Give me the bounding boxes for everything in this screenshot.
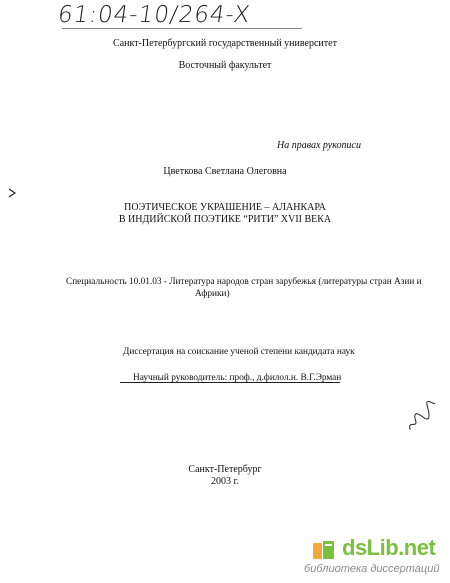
faculty-name: Восточный факультет [178, 60, 272, 71]
supervisor-line: Научный руководитель: проф., д.филол.н. В.Г.Эрман [133, 373, 342, 383]
dslib-logo-icon [312, 539, 336, 561]
handwritten-archive-number: 61:04-10/264-X [56, 2, 253, 28]
dissertation-title-line-2: В ИНДИЙСКОЙ ПОЭТИКЕ “РИТИ” XVII ВЕКА [118, 214, 332, 225]
manuscript-note: На правах рукописи [277, 140, 361, 151]
author-name: Цветкова Светлана Олеговна [163, 166, 287, 177]
handwritten-underline [62, 28, 302, 29]
margin-mark-icon [8, 188, 16, 198]
year: 2003 г. [211, 476, 239, 487]
dissertation-title-line-1: ПОЭТИЧЕСКОЕ УКРАШЕНИЕ – АЛАНКАРА [124, 202, 326, 213]
specialty-line-1: Специальность 10.01.03 - Литература народов стран зарубежья (литературы стран Азии и [66, 277, 422, 287]
watermark-tagline: библиотека диссертаций [304, 563, 440, 575]
specialty-line-2: Африки) [195, 289, 230, 299]
dslib-watermark [300, 533, 450, 583]
university-name: Санкт-Петербургский государственный университет [113, 38, 337, 49]
city: Санкт-Петербург [188, 464, 262, 475]
watermark-brand: dsLib.net [342, 535, 436, 560]
handwritten-signature-icon [400, 395, 444, 435]
dissertation-degree: Диссертация на соискание ученой степени кандидата наук [123, 347, 355, 357]
